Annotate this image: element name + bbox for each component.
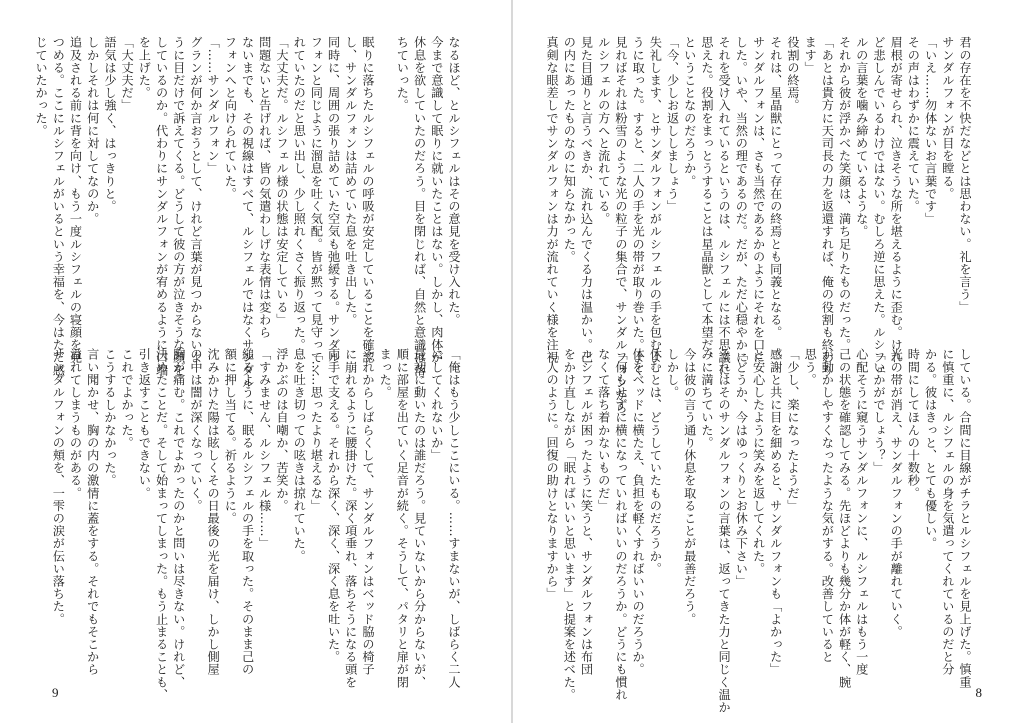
text-line: 息を吐き切っての呟きは掠れていた。: [292, 348, 307, 563]
text-line: こうするしかなかった。: [102, 348, 117, 487]
text-line: サンダルフォンが目を瞠る。: [940, 36, 955, 200]
text-line: と安心したように笑みを返してくれた。: [751, 348, 766, 575]
text-line: を上げた。: [137, 36, 152, 99]
text-line: みに満ちていた。: [699, 348, 714, 449]
text-line: の内にあったものなのに知らなかった。: [562, 36, 577, 263]
text-line: サンダルフォンは、さも当然であるかのようにそれを口に: [751, 36, 766, 364]
text-line: ルシフェルの方へと流れている。: [596, 36, 611, 225]
text-line: じていたかった。: [34, 36, 49, 137]
text-line: 語気は少し強く、はっきりと。: [102, 36, 117, 213]
left-page: [0, 0, 511, 723]
text-line: 見た目通りと言うべきか、流れ込んでくる力は温かい。己: [579, 36, 594, 364]
text-line: 光の帯が消え、サンダルフォンの手が離れていく。: [889, 348, 904, 638]
text-line: 溢れてしまうものがある。: [68, 348, 83, 500]
text-line: 役割の終焉。: [785, 36, 800, 112]
text-line: し、サンダルフォンは詰めていた息を吐き出した。: [343, 36, 358, 326]
text-line: にしてくれないか」: [429, 348, 444, 462]
text-line: 両手で支える。それから深く、深く、深く息を吐いた。: [326, 348, 341, 663]
text-line: うに目だけで訴えてくる。どうして彼の方が泣きそうな顔を: [171, 36, 186, 377]
text-line: つめる。ここにルシフェルがいるという幸福を、今はただ感: [51, 36, 66, 377]
text-line: 「……思ったより堪えるな」: [309, 348, 324, 512]
text-line: 「今、少しお返ししましょう」: [665, 36, 680, 213]
text-line: 問題ないと告げれば、皆の気遣わしげな表情は変わら: [257, 36, 272, 339]
text-line: 体をベッドに横たえ、負担を軽くすればいいのだろうか。: [631, 348, 646, 676]
text-line: 浮かぶのは自嘲か、苦笑か。: [274, 348, 289, 512]
text-line: ルの言葉を噛み締めているような。: [854, 36, 869, 238]
text-line: 縋るように、眠るルシフェルの手を取った。そのまま己の: [240, 348, 255, 676]
text-line: している。合間に目線がチラとルシフェルを見上げた。慎重: [958, 348, 972, 689]
text-line: 休むとは、どうしていたものだろうか。: [648, 348, 663, 575]
text-line: それはそのサンダルフォンの言葉は、返ってきた力と同じく温か: [717, 348, 732, 714]
text-line: した。いや、当然の理であるのだ。だが、ただ心穏やかに: [734, 36, 749, 364]
text-line: が動かしやすくなったような気がする。改善していると: [820, 348, 835, 663]
text-line: ど悲しんでいるわけではない。むしろ逆に思えた。ルシフェ: [871, 36, 886, 377]
text-line: 「俺はもう少しここにいる。……すまないが、しばらく二人: [447, 348, 461, 689]
text-line: 「……サンダルフォン」: [206, 36, 221, 175]
right-page-lower-column: [545, 348, 973, 714]
text-line: に慎重に、ルシフェルの身を気遣ってくれているのだと分: [940, 348, 955, 676]
text-line: ちていった。: [395, 36, 410, 112]
text-line: に崩れるように腰掛けた。深く項垂れ、落ちそうになる頭を: [343, 348, 358, 689]
text-line: 「あとは貴方に天司長の力を返還すれば、俺の役割も終わり: [820, 36, 835, 377]
text-line: 休息を欲していたのだろう。目を閉じれば、自然と意識は落: [412, 36, 427, 377]
text-line: それを受け入れているというのは、ルシフェルには不思議に: [717, 36, 732, 377]
text-line: グランが何か言おうとして、けれど言葉が見つからないよ: [188, 36, 203, 364]
text-line: 「いかがでしょう？」: [871, 348, 886, 474]
text-line: なるほど、とルシフェルはその意見を受け入れた。: [447, 36, 461, 326]
text-line: 思う。: [803, 348, 818, 386]
right-page: [513, 0, 1024, 723]
text-line: なくて落ち着かないものだ」: [596, 348, 611, 512]
text-line: サンダルフォンの頬を、一雫の涙が伝い落ちた。: [51, 348, 66, 626]
text-line: 最初に動いたのは誰だろう。見ていないから分からないが、: [412, 348, 427, 689]
text-line: 同時に、周囲の張り詰めていた空気も弛緩する。サンダル: [326, 36, 341, 364]
left-page-lower-column: [51, 348, 462, 701]
text-line: 「どうか、今はゆっくりとお休み下さい」: [734, 348, 749, 588]
text-line: 「大丈夫だ。ルシフェル様の状態は安定している」: [274, 36, 289, 326]
text-line: ます」: [803, 36, 818, 74]
text-line: れていたのだと思い出し、少し照れくさく振り返った。: [292, 36, 307, 351]
text-line: かる。彼はきっと、とても優しい。: [923, 348, 938, 550]
text-line: それから彼が浮かべた笑顔は、満ち足りたものだった。: [837, 36, 852, 351]
text-line: 見ればそれは粉雪のような光の粒子の集合で、サンダルフォンから: [613, 36, 628, 414]
text-line: 沈みかけた陽は眩しくその日最後の光を届け、しかし側屋: [206, 348, 221, 676]
page-number-left: 9: [52, 685, 59, 700]
text-line: うに取った。すると、二人の手を光の帯が取り巻いた。よく: [631, 36, 646, 377]
text-line: 真剣な眼差しでサンダルフォンは力が流れていく様を注視: [545, 36, 560, 364]
text-line: それからしばらくして、サンダルフォンはベッド脇の椅子: [360, 348, 375, 676]
text-line: 君の存在を不快だなどとは思わない。礼を言う」: [958, 36, 972, 314]
text-line: 己の状態を確認してみる。先ほどよりも幾分か体が軽く、腕: [837, 348, 852, 689]
text-line: 「人のように。回復の助けとなりますから」: [545, 348, 560, 600]
text-line: をかけ直しながら「眠ればいいと思います」と提案を述べた。: [562, 348, 577, 701]
text-line: それは、星晶獣にとって存在の終焉とも同義となる。: [768, 36, 783, 339]
text-line: 時間にしてほんの十数秒。: [906, 348, 921, 500]
text-line: 順に部屋を出ていく足音が続く。そうして、パタリと扉が閉: [395, 348, 410, 689]
text-line: 「いえ……勿体ないお言葉です」: [923, 36, 938, 225]
text-line: 胸が痛む。これでよかったのかと問いは尽きない。けれど、: [171, 348, 186, 689]
text-line: ルシフェルが困ったように笑うと、サンダルフォンは布団: [579, 348, 594, 676]
text-line: 追及される前に背を向け、もう一度ルシフェルの寝顔を見: [68, 36, 83, 364]
text-line: 言い聞かせ、胸の内の激情に蓋をする。それでもそこから: [85, 348, 100, 676]
text-line: 引き返すこともできない。: [137, 348, 152, 500]
text-line: 失礼します、とサンダルフォンがルシフェルの手を包むよ: [648, 36, 663, 364]
text-line: 「何もせずに横になっていればいいのだろうか。どうにも慣れ: [613, 348, 628, 701]
text-line: フォンへと向けられていた。: [223, 36, 238, 200]
text-line: 今まで意識して眠りに就いたことはない。しかし、肉体が: [429, 36, 444, 364]
text-line: 思えた。役割をまっとうすることは星晶獣として本望だ、: [699, 36, 714, 364]
text-line: これでよかった。: [120, 348, 135, 449]
text-line: 決めたことだ。そして始まってしまった。もう止まることも、: [154, 348, 169, 701]
text-line: 「すみません、ルシフェル様……」: [257, 348, 272, 550]
text-line: の中は闇が深くなっていく。: [188, 348, 203, 512]
text-line: [376, 36, 393, 316]
text-line: まった。: [378, 348, 393, 399]
text-line: ないまでも、その視線はすべて、ルシフェルではなくサンダル: [240, 36, 255, 389]
text-line: 心配そうに窺うサンダルフォンに、ルシフェルはもう一度: [854, 348, 869, 676]
text-line: ということなのだろうか。: [682, 36, 697, 188]
text-line: 今は彼の言う通り休息を取ることが最善だろう。: [682, 348, 697, 626]
text-line: 額に押し当てる。祈るように。: [223, 348, 238, 525]
text-line: しかしそれは何に対してなのか。: [85, 36, 100, 225]
text-line: 眠りに落ちたルシフェルの呼吸が安定していることを確認: [360, 36, 375, 364]
text-line: しているのか。代わりにサンダルフォンが宥めるように口端: [154, 36, 169, 377]
text-line: フォンと同じように溜息を吐く気配。皆が黙って見守ってく: [309, 36, 324, 377]
page-number-right: 8: [975, 685, 982, 700]
text-line: 「少し、楽になったようだ」: [785, 348, 800, 512]
text-line: しかし。: [665, 348, 680, 399]
text-line: その声はわずかに震えていた。: [906, 36, 921, 213]
text-line: 眉根が寄せられ、泣きそうな所を堪えるように歪む。けれ: [889, 36, 904, 364]
text-line: 感謝と共に目を細めると、サンダルフォンも「よかった」: [768, 348, 783, 676]
text-line: 「大丈夫だ」: [120, 36, 135, 112]
